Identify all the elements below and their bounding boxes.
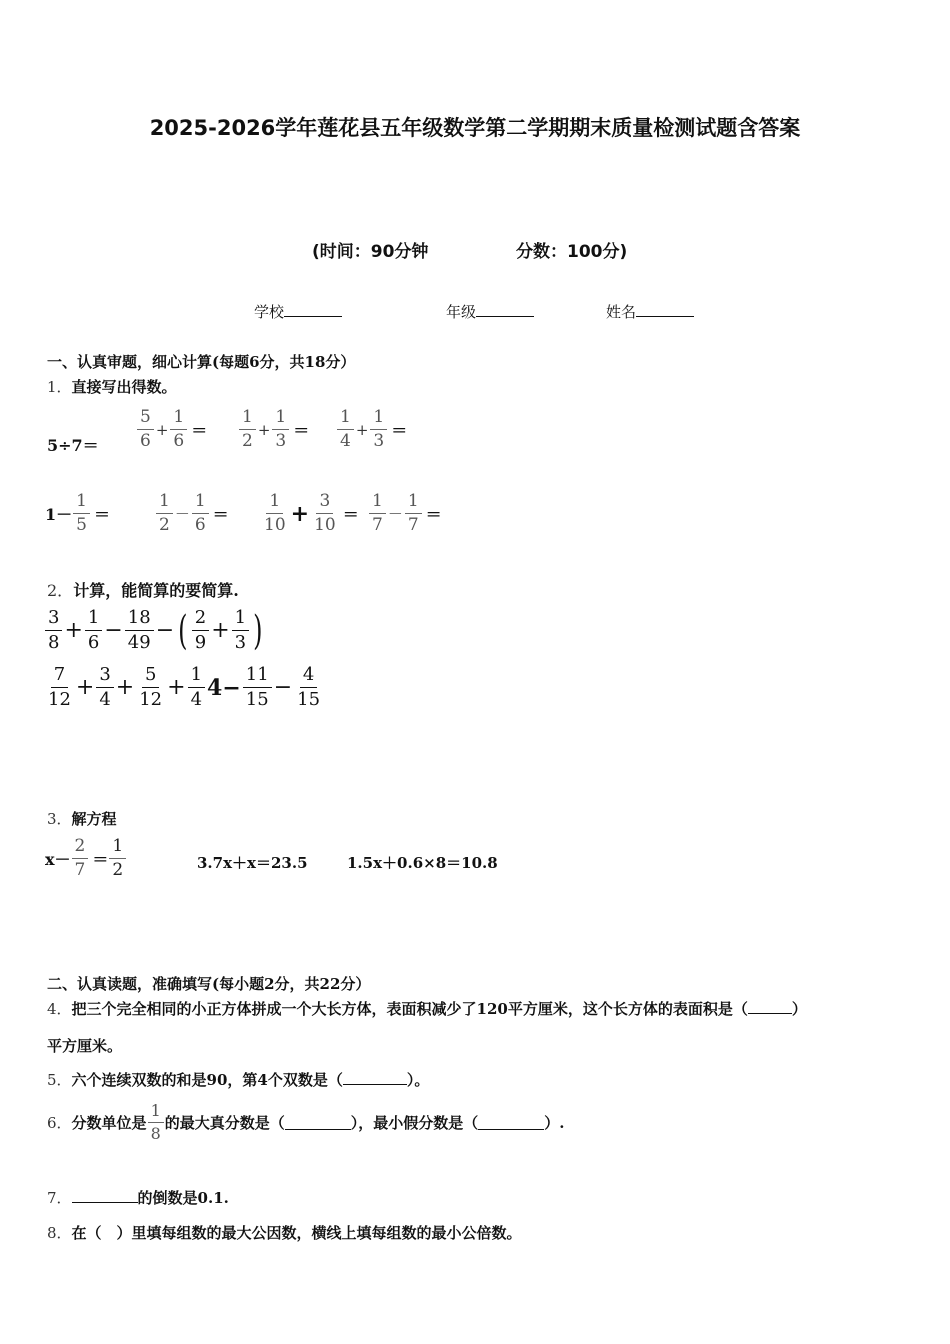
answer-blank[interactable]	[478, 1115, 544, 1130]
lead-term: 1－	[45, 505, 73, 524]
q1-item-g	[260, 493, 359, 534]
denominator: 4	[340, 431, 351, 451]
denominator: 7	[407, 515, 419, 535]
denominator: 12	[139, 689, 163, 710]
denominator: 2	[159, 515, 170, 535]
q3-text: 解方程	[71, 810, 117, 828]
q5-text-end: ）。	[406, 1071, 430, 1089]
fraction	[45, 666, 74, 709]
equals: ＝	[293, 421, 310, 440]
numerator: 7	[51, 666, 68, 688]
operator: +	[155, 420, 169, 439]
fraction	[125, 609, 154, 652]
operator: +	[75, 675, 95, 700]
question-8	[47, 1222, 522, 1243]
fraction	[311, 493, 339, 534]
q1-item-a	[47, 433, 99, 456]
answer-blank[interactable]	[343, 1070, 407, 1085]
fraction	[243, 666, 272, 709]
question-2	[47, 578, 239, 601]
equals: ＝	[191, 421, 208, 440]
operator: −	[104, 618, 123, 643]
fraction	[136, 666, 165, 709]
denominator: 5	[76, 515, 87, 535]
fraction	[192, 609, 209, 652]
denominator: 49	[127, 632, 151, 653]
numerator: 1	[337, 409, 354, 430]
exam-time: (时间：90分钟	[312, 242, 429, 262]
denominator: 6	[194, 515, 206, 535]
fraction	[294, 666, 323, 709]
operator: +	[167, 675, 186, 700]
q3-equation-3: 1.5x＋0.6×8＝10.8	[347, 854, 498, 872]
section-2-heading: 二、认真读题，准确填写(每小题2分，共22分）	[47, 975, 371, 993]
denominator: 12	[48, 689, 71, 710]
q6-text-b: 的最大真分数是（	[164, 1114, 285, 1132]
grade-blank	[476, 302, 534, 317]
q6-number: 6．	[47, 1114, 72, 1132]
operator: −	[155, 618, 175, 643]
numerator: 3	[96, 666, 113, 688]
numerator: 2	[192, 609, 209, 631]
denominator: 6	[140, 431, 151, 451]
q3-number: 3．	[47, 810, 72, 828]
fraction	[73, 493, 90, 534]
numerator: 1	[156, 493, 173, 514]
numerator: 18	[125, 609, 154, 631]
q3-equation-2: 3.7x＋x＝23.5	[197, 854, 308, 872]
name-label: 姓名	[606, 303, 637, 321]
fraction	[369, 493, 386, 534]
school-blank	[284, 302, 342, 317]
equals: ＝	[93, 505, 110, 524]
fraction	[370, 409, 387, 450]
fraction	[170, 409, 187, 450]
equals: ＝	[425, 505, 442, 524]
denominator: 7	[372, 515, 383, 535]
right-paren: )	[253, 607, 263, 654]
answer-blank[interactable]	[748, 999, 792, 1014]
q2-expression-2	[44, 666, 324, 709]
q4-number: 4．	[47, 1000, 72, 1018]
numerator: 1	[170, 409, 187, 430]
q2-number: 2．	[47, 581, 74, 600]
fraction	[261, 493, 289, 534]
q5-number: 5．	[47, 1071, 72, 1089]
denominator: 4	[190, 689, 203, 710]
denominator: 8	[150, 1124, 161, 1143]
q1-text: 直接写出得数。	[71, 378, 177, 396]
numerator: 1	[188, 666, 205, 688]
denominator: 10	[314, 515, 336, 535]
q1-number: 1．	[47, 378, 72, 396]
denominator: 4	[99, 689, 111, 710]
denominator: 2	[112, 860, 124, 880]
fraction	[239, 409, 256, 450]
q8-text: 在（ ）里填每组数的最大公因数，横线上填每组数的最小公倍数。	[71, 1224, 522, 1242]
numerator: 1	[148, 1103, 164, 1123]
q8-number: 8．	[47, 1224, 72, 1242]
denominator: 7	[74, 860, 86, 880]
equals: ＝	[391, 421, 408, 440]
grade-field	[446, 301, 534, 322]
q7-text: 的倒数是0.1.	[137, 1189, 229, 1207]
numerator: 1	[266, 493, 283, 514]
denominator: 15	[297, 689, 321, 710]
operator: −	[273, 675, 293, 700]
denominator: 3	[234, 632, 247, 653]
numerator: 2	[72, 838, 89, 859]
denominator: 8	[48, 632, 60, 653]
fraction	[96, 666, 113, 709]
q1-item-f	[155, 493, 229, 534]
operator: +	[355, 420, 369, 439]
question-6	[47, 1103, 565, 1142]
q5-text: 六个连续双数的和是90，第4个双数是（	[71, 1071, 343, 1089]
numerator: 1	[272, 409, 289, 430]
school-label: 学校	[254, 303, 285, 321]
question-7	[47, 1187, 229, 1208]
q1-item-h	[368, 493, 442, 534]
numerator: 1	[239, 409, 256, 430]
numerator: 1	[192, 493, 209, 514]
operator: +	[290, 500, 310, 527]
fraction	[405, 493, 422, 534]
fraction	[188, 666, 205, 709]
fraction	[72, 838, 89, 879]
q6-text: 分数单位是	[71, 1114, 147, 1132]
q1-item-e	[45, 493, 110, 534]
q1-item-c	[238, 409, 309, 450]
denominator: 3	[275, 431, 287, 451]
denominator: 10	[264, 515, 286, 535]
grade-label: 年级	[446, 303, 477, 321]
school-field	[254, 301, 342, 322]
q6-text-c: ），最小假分数是（	[350, 1114, 479, 1132]
fraction	[232, 609, 249, 652]
denominator: 15	[245, 689, 269, 710]
q1-item-b	[136, 409, 207, 450]
fraction	[272, 409, 289, 450]
denominator: 6	[87, 632, 100, 653]
q2-text: 计算，能简算的要简算.	[73, 581, 239, 600]
numerator: 1	[405, 493, 422, 514]
operator: －	[174, 505, 190, 523]
denominator: 6	[173, 431, 185, 451]
numerator: 3	[45, 609, 62, 631]
fraction	[137, 409, 154, 450]
fraction	[156, 493, 173, 534]
denominator: 2	[242, 431, 253, 451]
equals: ＝	[92, 850, 109, 869]
numerator: 1	[369, 493, 386, 514]
numerator: 1	[370, 409, 387, 430]
operator: －	[387, 505, 403, 523]
q2-expression-1	[44, 609, 266, 652]
section-1-heading: 一、认真审题，细心计算(每题6分，共18分）	[47, 353, 356, 371]
q6-text-d: ）.	[544, 1114, 565, 1132]
numerator: 3	[316, 493, 333, 514]
answer-blank[interactable]	[72, 1188, 138, 1203]
operator: +	[64, 618, 83, 643]
operator: +	[257, 420, 271, 439]
denominator: 3	[373, 431, 385, 451]
name-blank	[636, 302, 694, 317]
name-field	[606, 301, 694, 322]
operator: +	[115, 675, 135, 700]
fraction	[109, 838, 126, 879]
q1-item-d	[336, 409, 407, 450]
lead-term: x－	[45, 850, 71, 869]
question-4	[47, 998, 807, 1019]
q3-equation-1	[45, 838, 127, 879]
numerator: 1	[109, 838, 126, 859]
numerator: 1	[232, 609, 249, 631]
q1-item-a-text: 5÷7＝	[47, 436, 99, 455]
equals: ＝	[212, 505, 229, 524]
q4-text: 把三个完全相同的小正方体拼成一个大长方体，表面积减少了120平方厘米，这个长方体的表面积是（	[71, 1000, 748, 1018]
question-5	[47, 1069, 429, 1090]
numerator: 4	[300, 666, 317, 688]
question-4-cont	[47, 1035, 122, 1056]
fraction	[45, 609, 62, 652]
fraction	[192, 493, 209, 534]
q4-unit: 平方厘米。	[47, 1037, 123, 1055]
q4-text-end: ）	[791, 1000, 807, 1018]
middle-term: 4−	[207, 674, 241, 701]
equals: ＝	[342, 505, 359, 524]
fraction	[148, 1103, 164, 1142]
denominator: 9	[194, 632, 207, 653]
fraction	[85, 609, 102, 652]
left-paren: (	[178, 607, 188, 654]
operator: +	[211, 618, 230, 643]
question-3	[47, 808, 117, 829]
numerator: 5	[142, 666, 159, 688]
page-title: 2025-2026学年莲花县五年级数学第二学期期末质量检测试题含答案	[149, 116, 801, 140]
numerator: 1	[73, 493, 90, 514]
answer-blank[interactable]	[285, 1115, 351, 1130]
question-1	[47, 376, 177, 397]
q7-number: 7．	[47, 1189, 72, 1207]
numerator: 5	[137, 409, 154, 430]
numerator: 11	[243, 666, 272, 688]
exam-score: 分数：100分)	[516, 242, 628, 262]
fraction	[337, 409, 354, 450]
numerator: 1	[85, 609, 102, 631]
